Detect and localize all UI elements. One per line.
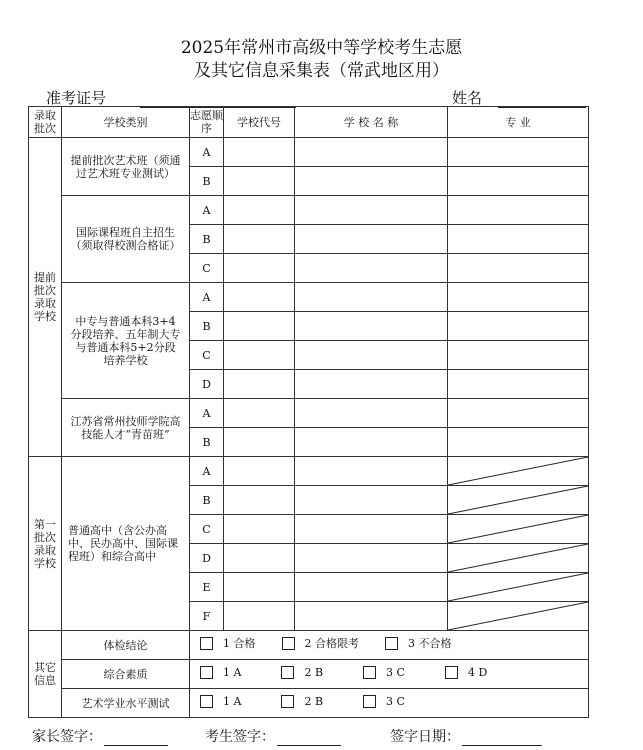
school-name-cell[interactable] <box>295 196 448 225</box>
school-name-cell[interactable] <box>295 486 448 515</box>
option-label: 2 B <box>304 695 324 708</box>
info-item-label: 体检结论 <box>62 631 190 660</box>
school-name-cell[interactable] <box>295 602 448 631</box>
column-header: 录取批次 <box>29 107 62 138</box>
table-row <box>29 660 589 689</box>
order-label: C <box>190 254 224 283</box>
checkbox-box[interactable] <box>385 637 398 650</box>
major-cell[interactable] <box>448 312 589 341</box>
school-name-cell[interactable] <box>295 544 448 573</box>
application-table <box>28 106 589 718</box>
school-name-cell[interactable] <box>295 138 448 167</box>
option-group <box>190 689 589 718</box>
order-label: B <box>190 225 224 254</box>
exam-id-label: 准考证号 <box>46 89 107 107</box>
school-code-cell[interactable] <box>224 486 295 515</box>
order-label: A <box>190 457 224 486</box>
major-cell[interactable] <box>448 138 589 167</box>
strike-line <box>448 544 588 572</box>
option-checkbox[interactable] <box>281 666 323 679</box>
table-row <box>29 631 589 660</box>
school-code-cell[interactable] <box>224 138 295 167</box>
checkbox-box[interactable] <box>282 637 295 650</box>
option-label: 1 A <box>223 695 242 708</box>
school-code-cell[interactable] <box>224 428 295 457</box>
table-row <box>29 689 589 718</box>
school-code-cell[interactable] <box>224 225 295 254</box>
school-code-cell[interactable] <box>224 399 295 428</box>
parent-sign-label: 家长签字： <box>32 729 102 745</box>
order-label: B <box>190 428 224 457</box>
strike-line <box>448 515 588 543</box>
school-code-cell[interactable] <box>224 254 295 283</box>
major-cell[interactable] <box>448 254 589 283</box>
option-checkbox[interactable] <box>385 637 452 650</box>
school-category: 江苏省常州技师学院高技能人才“青苗班” <box>62 399 190 457</box>
column-header: 学校代号 <box>224 107 295 138</box>
major-cell[interactable] <box>448 341 589 370</box>
major-cell[interactable] <box>448 225 589 254</box>
option-checkbox[interactable] <box>281 695 323 708</box>
date-field <box>390 726 542 746</box>
major-cell <box>448 457 589 486</box>
school-code-cell[interactable] <box>224 515 295 544</box>
batch-label: 提前批次录取学校 <box>29 138 62 457</box>
school-name-cell[interactable] <box>295 457 448 486</box>
order-label: F <box>190 602 224 631</box>
option-checkbox[interactable] <box>200 666 241 679</box>
school-name-cell[interactable] <box>295 167 448 196</box>
school-code-cell[interactable] <box>224 573 295 602</box>
option-group <box>190 660 589 689</box>
option-label: 1 A <box>223 666 242 679</box>
school-name-cell[interactable] <box>295 341 448 370</box>
order-label: B <box>190 486 224 515</box>
batch-label: 其它信息 <box>29 631 62 718</box>
column-header: 专 业 <box>448 107 589 138</box>
option-label: 2 B <box>304 666 324 679</box>
checkbox-box[interactable] <box>281 695 294 708</box>
option-checkbox[interactable] <box>282 637 360 650</box>
table-row <box>29 196 589 225</box>
major-cell[interactable] <box>448 428 589 457</box>
school-category: 普通高中（含公办高中、民办高中、国际课程班）和综合高中 <box>62 457 190 631</box>
major-cell[interactable] <box>448 167 589 196</box>
school-name-cell[interactable] <box>295 370 448 399</box>
option-label: 3 不合格 <box>408 637 452 650</box>
option-checkbox[interactable] <box>363 695 405 708</box>
major-cell <box>448 602 589 631</box>
school-code-cell[interactable] <box>224 341 295 370</box>
school-name-cell[interactable] <box>295 254 448 283</box>
school-name-cell[interactable] <box>295 515 448 544</box>
strike-line <box>448 457 588 485</box>
school-name-cell[interactable] <box>295 312 448 341</box>
info-item-label: 综合素质 <box>62 660 190 689</box>
school-code-cell[interactable] <box>224 457 295 486</box>
major-cell[interactable] <box>448 370 589 399</box>
school-name-cell[interactable] <box>295 225 448 254</box>
option-label: 4 D <box>467 666 488 679</box>
order-label: E <box>190 573 224 602</box>
table-row <box>29 138 589 167</box>
order-label: A <box>190 283 224 312</box>
major-cell <box>448 544 589 573</box>
table-row <box>29 457 589 486</box>
table-row <box>29 283 589 312</box>
option-label: 3 C <box>386 695 405 708</box>
order-label: A <box>190 138 224 167</box>
checkbox-box[interactable] <box>200 637 213 650</box>
order-label: C <box>190 341 224 370</box>
major-cell <box>448 573 589 602</box>
order-label: A <box>190 399 224 428</box>
school-code-cell[interactable] <box>224 196 295 225</box>
school-code-cell[interactable] <box>224 544 295 573</box>
major-cell[interactable] <box>448 399 589 428</box>
school-category: 国际课程班自主招生（须取得校测合格证） <box>62 196 190 283</box>
date-label: 签字日期： <box>390 729 460 745</box>
school-name-cell[interactable] <box>295 573 448 602</box>
school-code-cell[interactable] <box>224 167 295 196</box>
major-cell <box>448 515 589 544</box>
strike-line <box>448 602 588 630</box>
school-code-cell[interactable] <box>224 283 295 312</box>
parent-sign-input[interactable] <box>104 731 168 746</box>
order-label: D <box>190 370 224 399</box>
student-sign-label: 考生签字： <box>205 729 275 745</box>
school-code-cell[interactable] <box>224 370 295 399</box>
column-header: 志愿顺序 <box>190 107 224 138</box>
order-label: A <box>190 196 224 225</box>
checkbox-box[interactable] <box>200 666 213 679</box>
table-header-row <box>29 107 589 138</box>
school-category: 提前批次艺术班（须通过艺术班专业测试） <box>62 138 190 196</box>
name-field <box>452 87 586 108</box>
checkbox-box[interactable] <box>445 666 458 679</box>
checkbox-box[interactable] <box>281 666 294 679</box>
checkbox-box[interactable] <box>200 695 213 708</box>
table-row <box>29 399 589 428</box>
option-checkbox[interactable] <box>200 637 256 650</box>
strike-line <box>448 573 588 601</box>
student-sign-field <box>205 726 341 746</box>
parent-sign-field <box>32 726 168 746</box>
major-cell[interactable] <box>448 283 589 312</box>
column-header: 学校类别 <box>62 107 190 138</box>
school-name-cell[interactable] <box>295 428 448 457</box>
form-title-line2: 及其它信息采集表（常武地区用） <box>194 61 449 81</box>
option-label: 2 合格限考 <box>304 637 359 650</box>
checkbox-box[interactable] <box>363 666 376 679</box>
option-checkbox[interactable] <box>445 666 487 679</box>
checkbox-box[interactable] <box>363 695 376 708</box>
option-group <box>190 631 589 660</box>
school-code-cell[interactable] <box>224 312 295 341</box>
option-label: 1 合格 <box>223 637 256 650</box>
school-code-cell[interactable] <box>224 602 295 631</box>
school-name-cell[interactable] <box>295 399 448 428</box>
option-checkbox[interactable] <box>363 666 405 679</box>
school-category: 中专与普通本科3+4分段培养、五年制大专与普通本科5+2分段培养学校 <box>62 283 190 399</box>
major-cell <box>448 486 589 515</box>
form-title-line1: 2025年常州市高级中等学校考生志愿 <box>180 38 463 58</box>
order-label: B <box>190 167 224 196</box>
strike-line <box>448 486 588 514</box>
name-label: 姓名 <box>452 89 483 107</box>
option-label: 3 C <box>386 666 405 679</box>
info-item-label: 艺术学业水平测试 <box>62 689 190 718</box>
date-input[interactable] <box>462 731 542 746</box>
order-label: B <box>190 312 224 341</box>
order-label: C <box>190 515 224 544</box>
batch-label: 第一批次录取学校 <box>29 457 62 631</box>
order-label: D <box>190 544 224 573</box>
major-cell[interactable] <box>448 196 589 225</box>
option-checkbox[interactable] <box>200 695 241 708</box>
exam-id-field <box>46 87 296 108</box>
column-header: 学 校 名 称 <box>295 107 448 138</box>
school-name-cell[interactable] <box>295 283 448 312</box>
student-sign-input[interactable] <box>277 731 341 746</box>
